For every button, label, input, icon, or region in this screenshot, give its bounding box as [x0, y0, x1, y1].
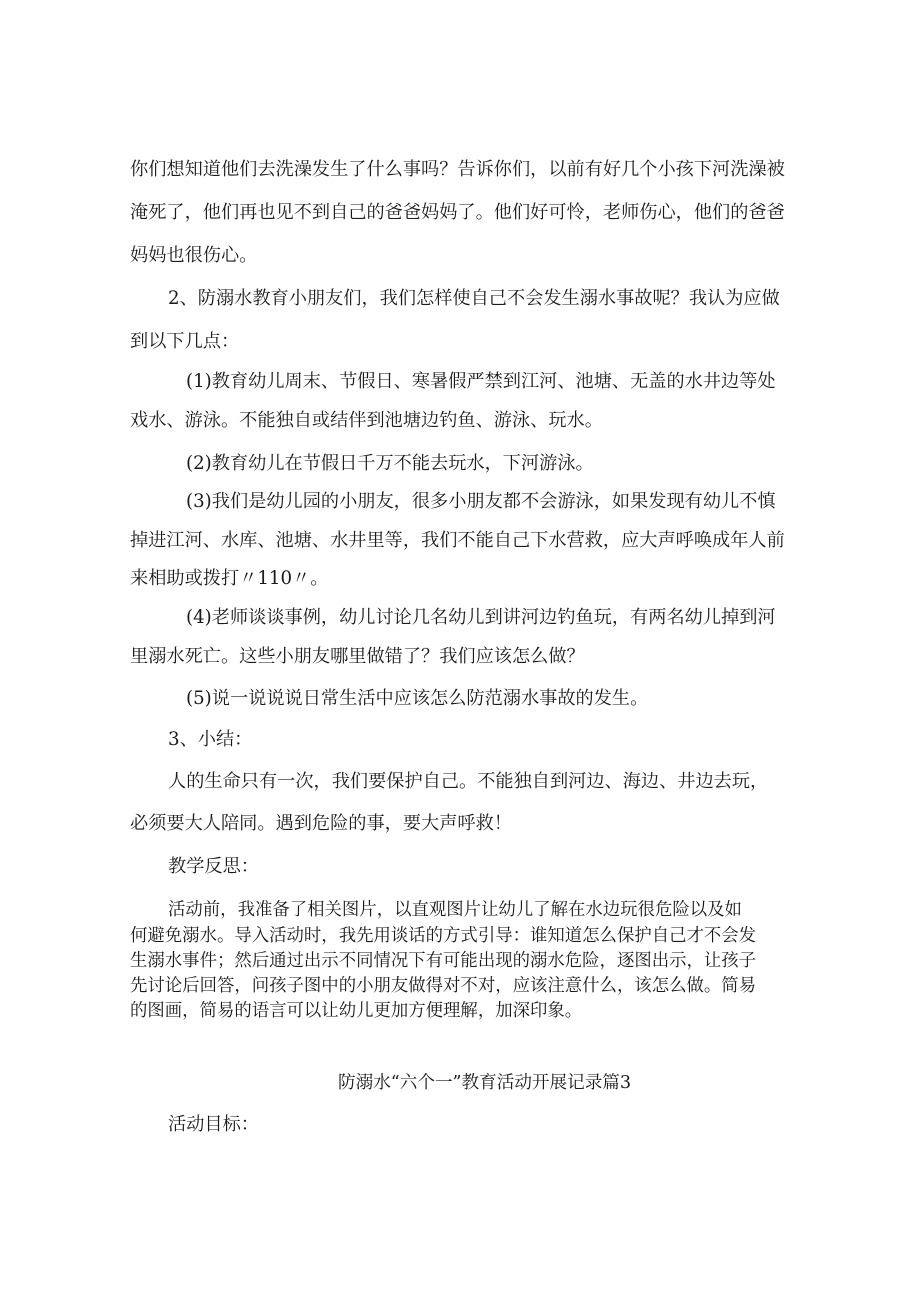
paragraph-line: 淹死了，他们再也见不到自己的爸爸妈妈了。他们好可怜，老师伤心，他们的爸爸 — [130, 202, 785, 223]
paragraph-line: 活动前，我准备了相关图片，以直观图片让幼儿了解在水边玩很危险以及如 — [168, 900, 742, 920]
list-item: (2)教育幼儿在节假日千万不能去玩水，下河游泳。 — [186, 453, 594, 474]
section-heading: 活动目标： — [168, 1114, 259, 1135]
paragraph-line: 何避免溺水。导入活动时，我先用谈话的方式引导：谁知道怎么保护自己才不会发 — [130, 926, 757, 946]
paragraph-line: 到以下几点： — [130, 331, 240, 352]
paragraph-line: 来相助或拨打〃110〃。 — [130, 568, 329, 589]
section-heading: 3、小结： — [168, 729, 253, 750]
section-heading: 教学反思： — [168, 856, 259, 877]
paragraph-line: 必须要大人陪同。遇到危险的事，要大声呼救！ — [130, 813, 512, 834]
list-item: (4)老师谈谈事例，幼儿讨论几名幼儿到讲河边钓鱼玩，有两名幼儿掉到河 — [186, 607, 776, 628]
paragraph-line: 的图画，简易的语言可以让幼儿更加方便理解，加深印象。 — [130, 1001, 583, 1021]
paragraph-line: 人的生命只有一次，我们要保护自己。不能独自到河边、海边、井边去玩， — [168, 771, 769, 792]
paragraph-line: 妈妈也很伤心。 — [130, 245, 258, 266]
list-item: (5)说一说说说日常生活中应该怎么防范溺水事故的发生。 — [186, 688, 649, 709]
paragraph-line: 里溺水死亡。这些小朋友哪里做错了？我们应该怎么做？ — [130, 646, 585, 667]
paragraph-line: 先讨论后回答，问孩子图中的小朋友做得对不对，应该注意什么，该怎么做。简易 — [130, 976, 757, 996]
list-item: (3)我们是幼儿园的小朋友，很多小朋友都不会游泳，如果发现有幼儿不慎 — [186, 491, 776, 512]
paragraph-line: 生溺水事件；然后通过出示不同情况下有可能出现的溺水危险，逐图出示，让孩子 — [130, 951, 757, 971]
article-title: 防溺水“六个一”教育活动开展记录篇3 — [338, 1073, 632, 1093]
section-heading: 2、防溺水教育小朋友们，我们怎样使自己不会发生溺水事故呢？我认为应做 — [168, 288, 780, 309]
paragraph-line: 戏水、游泳。不能独自或结伴到池塘边钓鱼、游泳、玩水。 — [130, 410, 603, 431]
paragraph-line: 掉进江河、水库、池塘、水井里等，我们不能自己下水营救，应大声呼唤成年人前 — [130, 530, 785, 551]
list-item: (1)教育幼儿周末、节假日、寒暑假严禁到江河、池塘、无盖的水井边等处 — [186, 371, 776, 392]
paragraph-line: 你们想知道他们去洗澡发生了什么事吗？告诉你们，以前有好几个小孩下河洗澡被 — [130, 159, 785, 180]
